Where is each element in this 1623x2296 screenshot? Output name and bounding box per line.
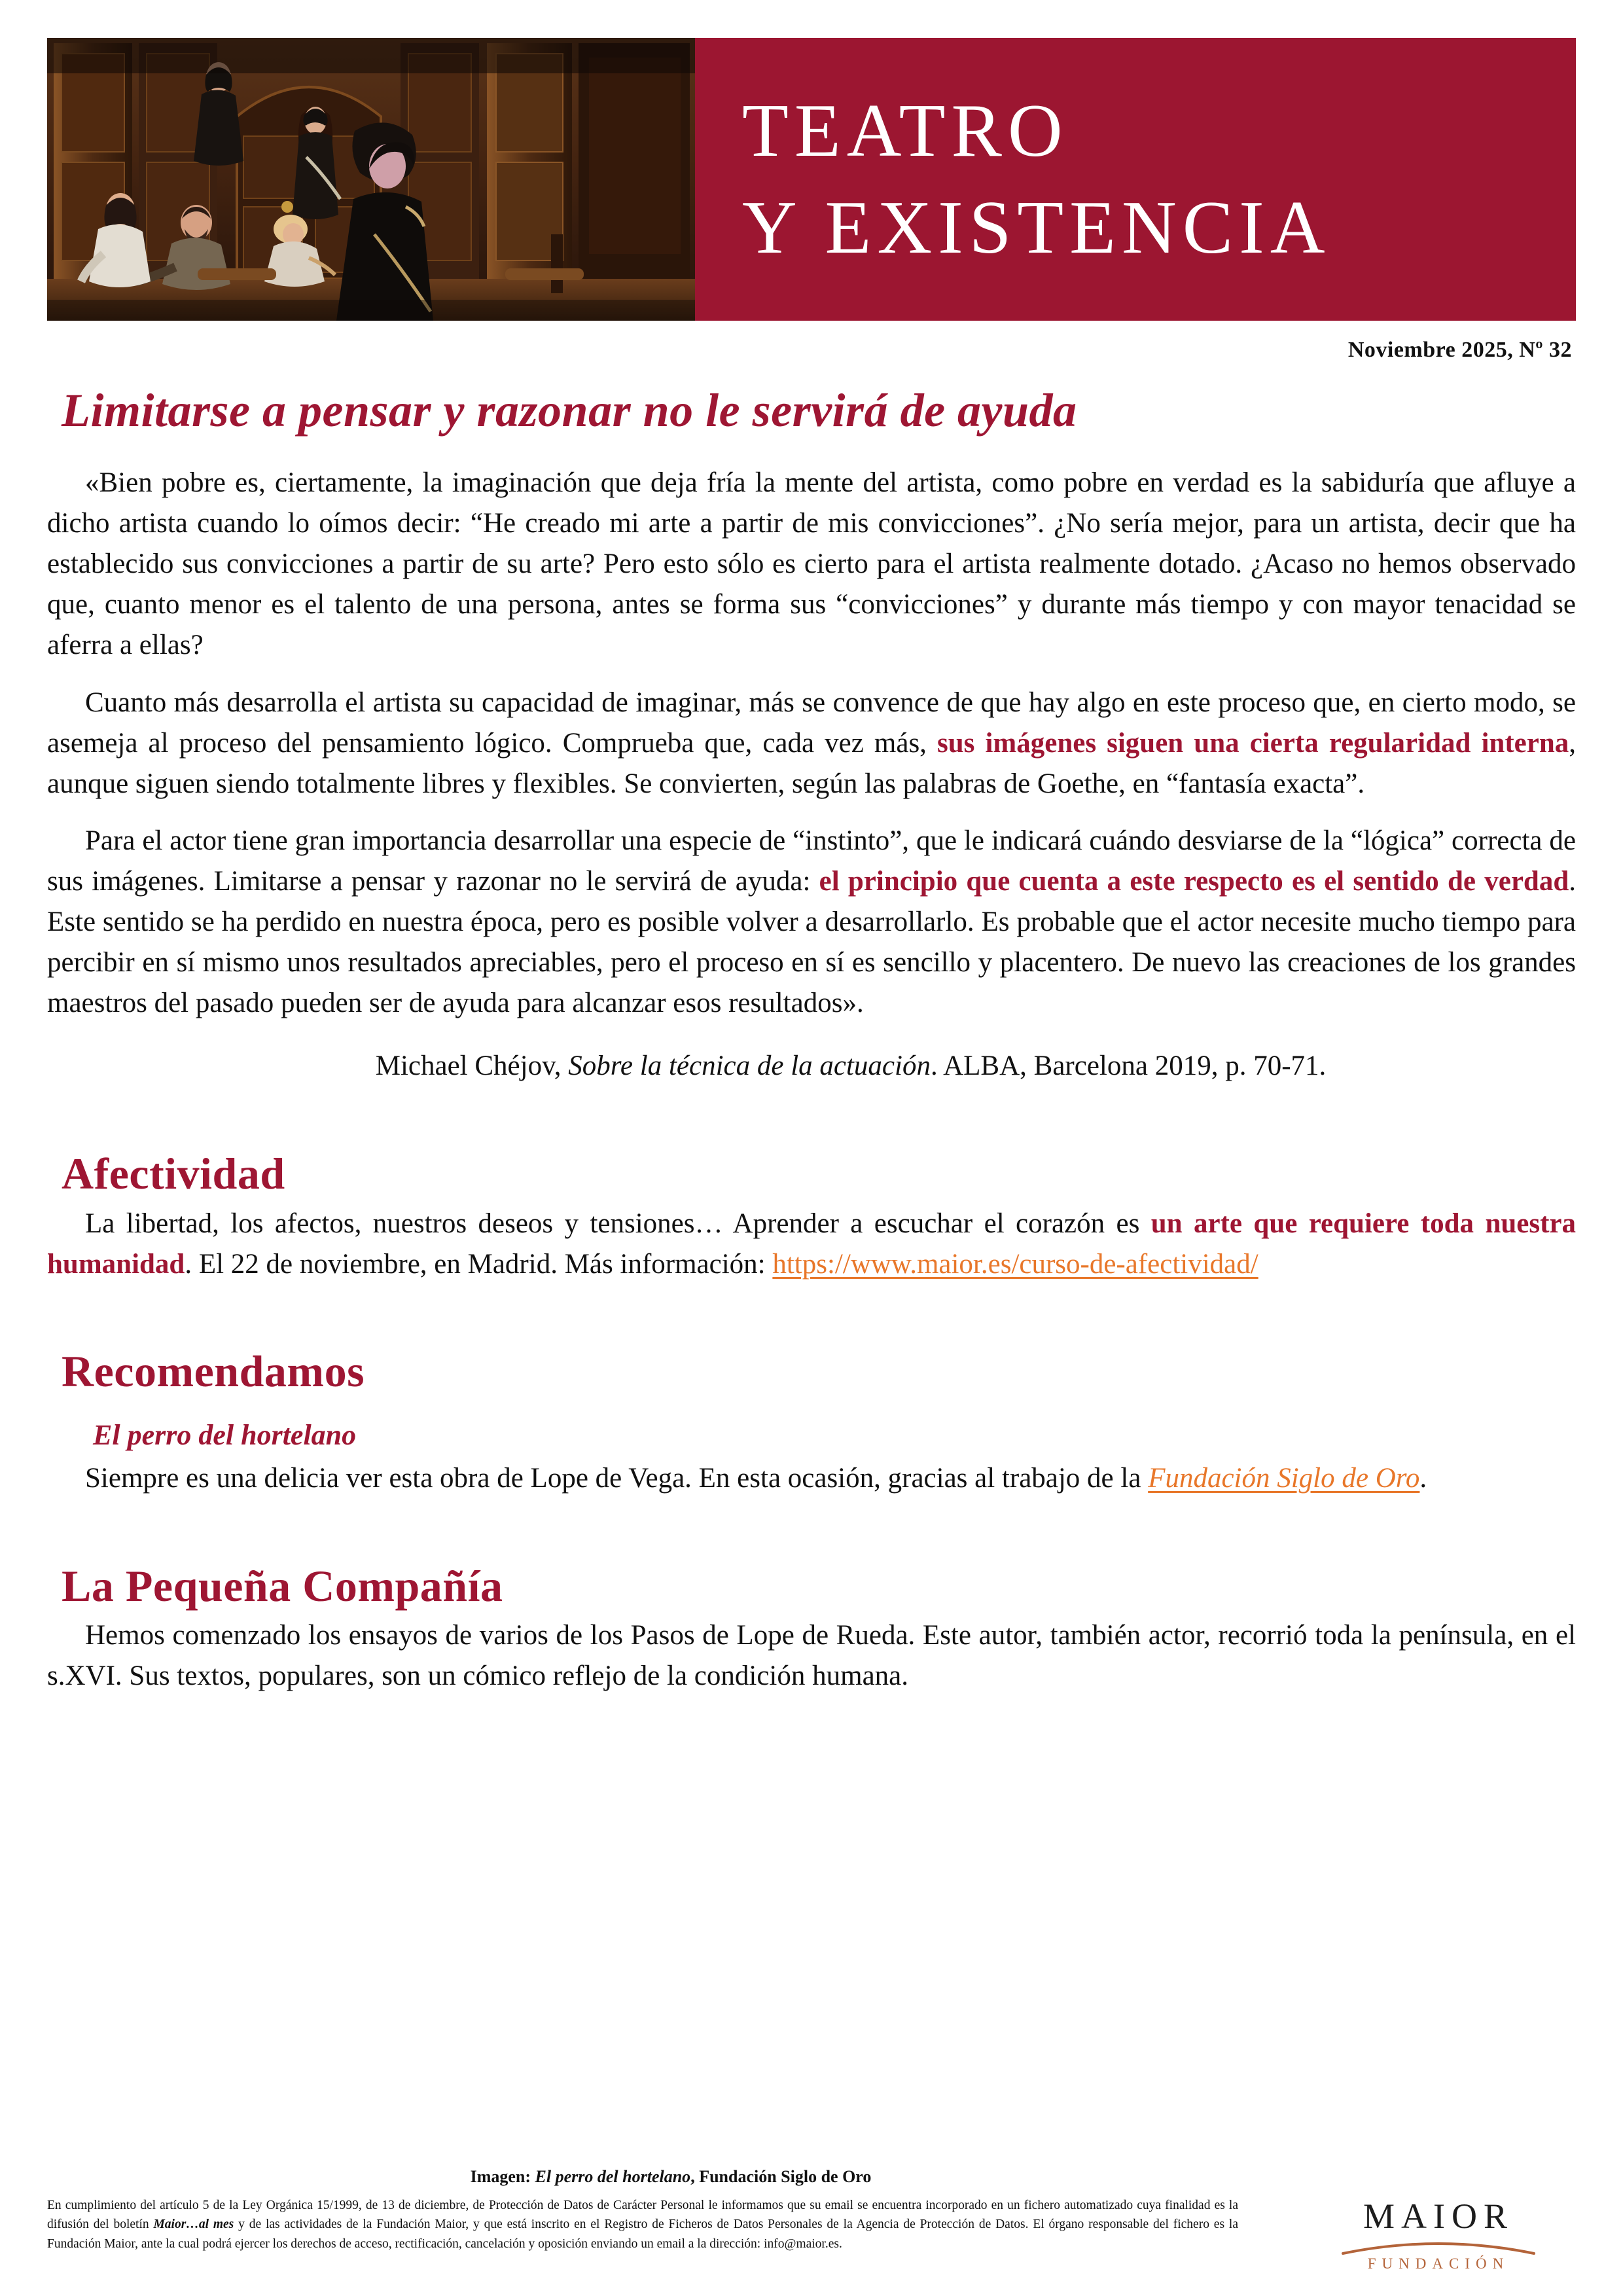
- legal-newsletter-name: Maior…al mes: [153, 2217, 234, 2232]
- recomendamos-text-a: Siempre es una delicia ver esta obra de Lope de Vega. En esta ocasión, gracias al trabajo de la: [85, 1462, 1149, 1494]
- quote-p2-emphasis: sus imágenes siguen una cierta regularidad interna: [937, 727, 1569, 759]
- logo-wordmark: MAIOR: [1363, 2197, 1514, 2236]
- masthead-title-line-1: TEATRO: [742, 88, 1069, 173]
- recomendamos-body: [47, 1458, 1576, 1499]
- maior-fundacion-logo: [1301, 2196, 1576, 2271]
- masthead-photo: [47, 38, 695, 321]
- caption-source: , Fundación Siglo de Oro: [690, 2167, 872, 2186]
- recomendamos-play-title: El perro del hortelano: [93, 1419, 357, 1452]
- image-credit-caption: [47, 2167, 1576, 2187]
- logo-subtitle: FUNDACIÓN: [1367, 2255, 1510, 2272]
- recomendamos-text-b: .: [1419, 1462, 1427, 1494]
- quote-paragraph-1: «Bien pobre es, ciertamente, la imaginación que deja fría la mente del artista, como pobre en verdad es la sabiduría que afluye a dicho artista cuando lo oímos decir: “He creado mi arte a partir de mis convicciones”. ¿No sería mejor, para un artista, decir que ha establecido sus convicciones a partir de su arte? Pero esto sólo es cierto para el artista realmente dotado. ¿Acaso no hemos observado que, cuanto menor es el talento de una persona, antes se forma sus “convicciones” y durante más tiempo y con mayor tenacidad se aferra a ellas?: [47, 467, 1576, 660]
- footer-row: [47, 2196, 1576, 2271]
- logo-arc-icon: [1340, 2238, 1537, 2255]
- masthead: [47, 0, 1576, 321]
- afectividad-text-a: La libertad, los afectos, nuestros deseos y tensiones… Aprender a escuchar el corazón es: [85, 1208, 1151, 1239]
- stage-scene-illustration: [47, 38, 695, 321]
- masthead-title-band: [695, 38, 1576, 321]
- quote-p3-part-a: Para el actor tiene gran importancia desarrollar una especie de “instinto”, que le indicará cuándo desviarse de la “lógica” correcta de sus imágenes. Limitarse a pensar y razonar no le servirá de ayuda:: [47, 825, 1576, 897]
- quote-p2-part-a: Cuanto más desarrolla el artista su capacidad de imaginar, más se convence de que hay algo en este proceso que, en cierto modo, se asemeja al proceso del pensamiento lógico. Comprueba que, cada vez más,: [47, 687, 1576, 759]
- legal-text-b: y de las actividades de la Fundación Maior, y que está inscrito en el Registro de Ficheros de Datos Personales de la Agencia de Protección de Datos. El órgano responsable del fichero es la Fundación Maior, ante la cual podrá ejercer los derechos de acceso, rectificación, cancelación y oposición enviando un email a la dirección: info@maior.es.: [47, 2217, 1238, 2251]
- afectividad-course-link[interactable]: https://www.maior.es/curso-de-afectividad/: [772, 1248, 1258, 1280]
- afectividad-text-b: . El 22 de noviembre, en Madrid. Más información:: [185, 1248, 773, 1280]
- page-footer: [47, 2167, 1576, 2271]
- pequena-compania-body: Hemos comenzado los ensayos de varios de los Pasos de Lope de Rueda. Este autor, también actor, recorrió toda la península, en el s.XVI. Sus textos, populares, son un cómico reflejo de la condición humana.: [47, 1620, 1576, 1692]
- section-heading-afectividad: Afectividad: [62, 1148, 285, 1198]
- fundacion-siglo-de-oro-link[interactable]: Fundación Siglo de Oro: [1148, 1462, 1420, 1494]
- section-heading-la-pequena-compania: La Pequeña Compañía: [62, 1560, 503, 1611]
- quote-p2-part-b: , aunque siguen siendo totalmente libres y flexibles. Se convierten, según las palabras de Goethe, en “fantasía exacta”.: [47, 727, 1576, 799]
- caption-label: Imagen:: [470, 2167, 535, 2186]
- issue-date-number: Noviembre 2025, Nº 32: [1347, 338, 1572, 362]
- attribution-work-title: Sobre la técnica de la actuación: [568, 1050, 931, 1081]
- attribution-author: Michael Chéjov,: [375, 1050, 569, 1081]
- lead-article: [47, 463, 1576, 1086]
- quote-p3-part-b: . Este sentido se ha perdido en nuestra época, pero es posible volver a desarrollarlo. Es probable que el actor necesite mucho tiempo para percibir en sí mismo unos resultados apreciables, pero el proceso en sí es sencillo y placentero. De nuevo las creaciones de los grandes maestros del pasado pueden ser de ayuda para alcanzar esos resultados».: [47, 866, 1576, 1019]
- quote-paragraph-2: [47, 683, 1576, 804]
- quote-paragraph-3: [47, 821, 1576, 1024]
- page-title: Limitarse a pensar y razonar no le servirá de ayuda: [62, 384, 1077, 437]
- afectividad-body: [47, 1204, 1576, 1285]
- legal-text-a: En cumplimiento del artículo 5 de la Ley Orgánica 15/1999, de 13 de diciembre, de Protección de Datos de Carácter Personal le informamos que su email se encuentra incorporado en un fichero automatizado cuya finalidad es la difusión del boletín: [47, 2198, 1238, 2232]
- section-heading-recomendamos: Recomendamos: [62, 1346, 365, 1397]
- legal-notice: [47, 2196, 1238, 2253]
- quote-p3-emphasis: el principio que cuenta a este respecto es el sentido de verdad: [819, 866, 1569, 897]
- masthead-title-line-2: Y EXISTENCIA: [742, 186, 1331, 270]
- caption-work-title: El perro del hortelano: [535, 2167, 691, 2186]
- attribution-publisher: . ALBA, Barcelona 2019, p. 70-71.: [930, 1050, 1327, 1081]
- quote-attribution: [47, 1046, 1576, 1086]
- afectividad-emphasis: un arte que requiere toda nuestra humanidad: [47, 1208, 1576, 1280]
